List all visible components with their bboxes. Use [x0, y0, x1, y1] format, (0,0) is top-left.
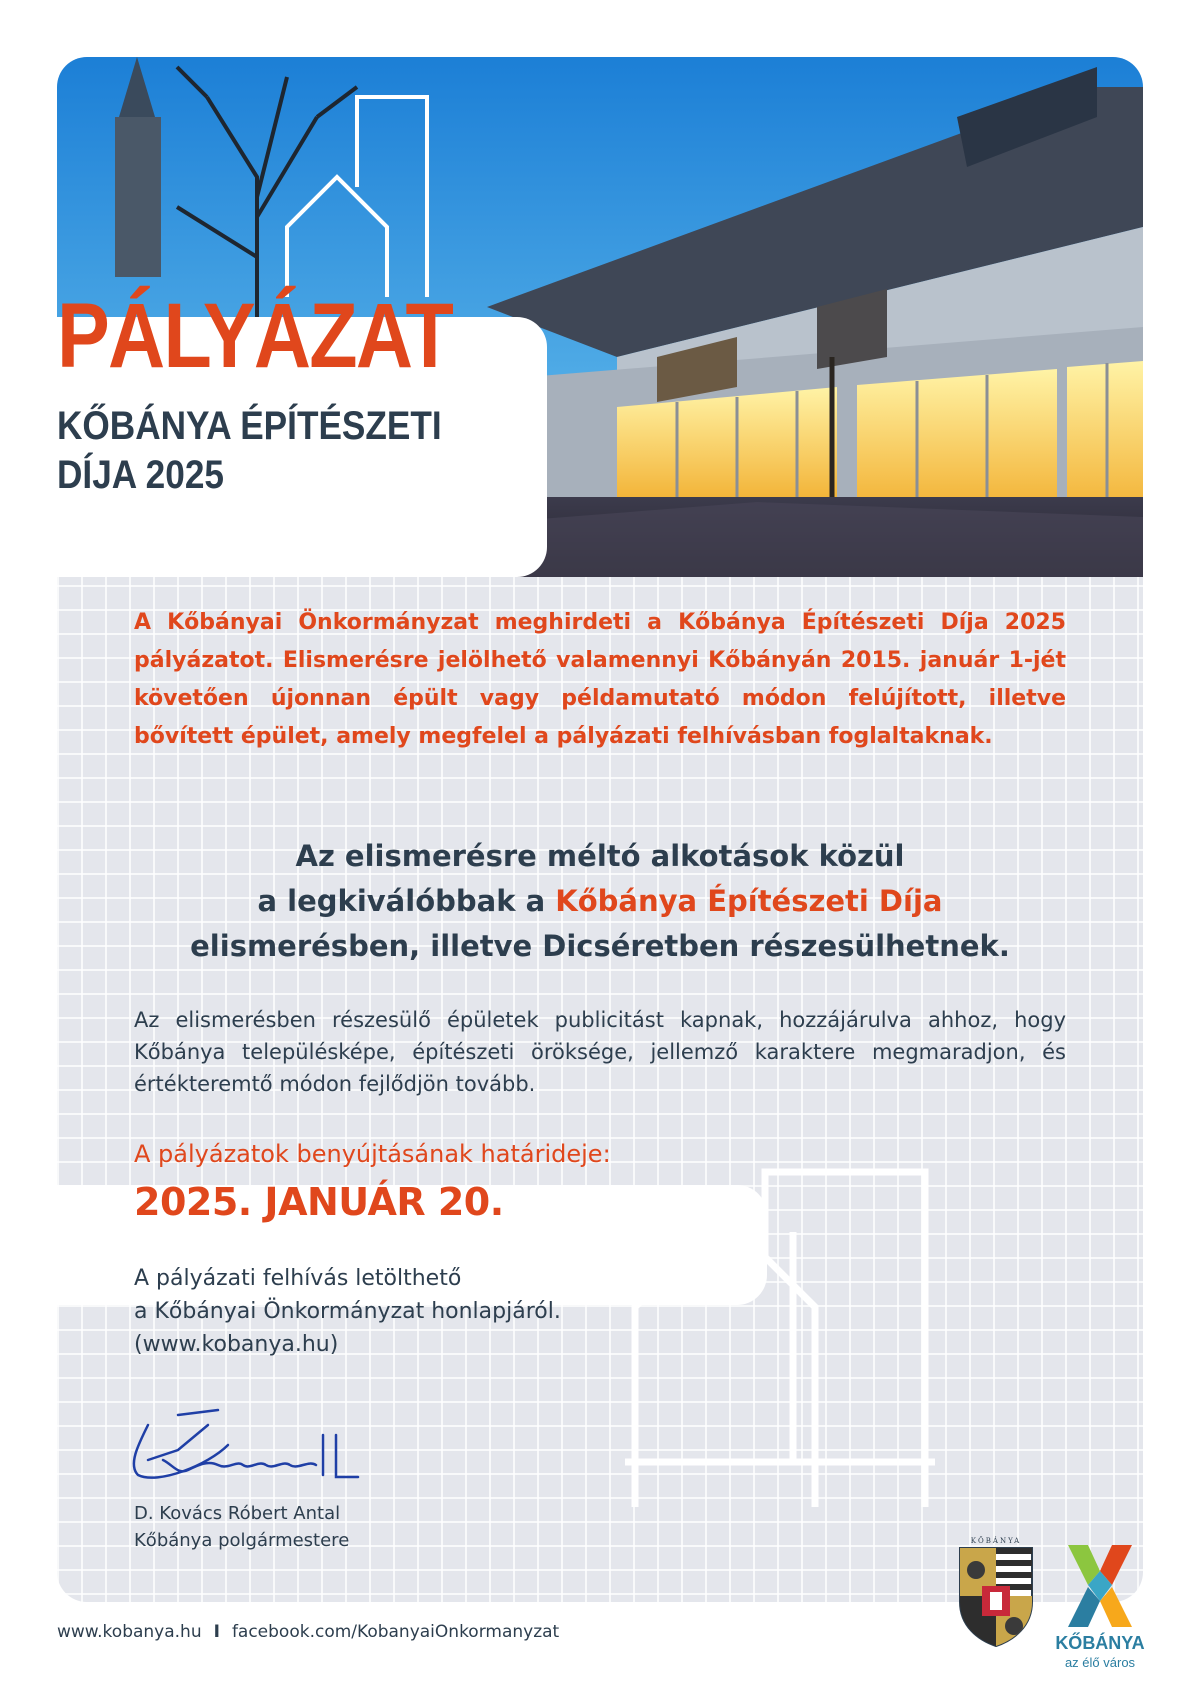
logo-tagline: az élő város — [1064, 1655, 1136, 1670]
footer-separator: I — [213, 1622, 220, 1642]
signer-block — [134, 1500, 349, 1554]
deadline-date: 2025. JANUÁR 20. — [134, 1180, 504, 1224]
intro-paragraph: A Kőbányai Önkormányzat meghirdeti a Kőbánya Építészeti Díja 2025 pályázatot. Elismerésre jelölhető valamennyi Kőbányán 2015. január 1-jét követően újonnan épült vagy példamutató módon felújított, illetve bővített épület, amely megfelel a pályázati felhívásban foglaltaknak. — [134, 610, 1066, 749]
award-name: Kőbánya Építészeti Díja — [555, 884, 943, 918]
signer-name: D. Kovács Róbert Antal — [134, 1503, 341, 1524]
poster-title: PÁLYÁZAT — [57, 285, 453, 387]
coat-of-arms-icon — [956, 1544, 1036, 1648]
crest-label: KŐBÁNYA — [970, 1537, 1022, 1545]
highlight-line-2-text: a legkiválóbbak a — [257, 884, 556, 918]
highlight-block — [100, 834, 1100, 969]
highlight-line-1: Az elismerésre méltó alkotások közül — [295, 839, 905, 873]
subtitle-line-1: KŐBÁNYA ÉPÍTÉSZETI — [57, 404, 442, 448]
highlight-line-2 — [100, 879, 1100, 924]
footer — [57, 1622, 559, 1642]
body-paragraph: Az elismerésben részesülő épületek publicitást kapnak, hozzájárulva ahhoz, hogy Kőbánya településképe, építészeti öröksége, jellemző karaktere megmaradjon, és értékteremtő módon fejlődjön tovább. — [134, 1008, 1066, 1096]
footer-facebook-link[interactable]: facebook.com/KobanyaiOnkormanyzat — [231, 1622, 560, 1642]
kobanya-logo-icon — [1062, 1541, 1138, 1631]
logo-name: KŐBÁNYA — [1055, 1633, 1145, 1653]
signature — [118, 1405, 378, 1495]
highlight-line-3: elismerésben, illetve Dicséretben részesülhetnek. — [190, 929, 1010, 963]
subtitle-line-2: DÍJA 2025 — [57, 453, 224, 497]
download-line-1: A pályázati felhívás letölthető — [134, 1266, 462, 1291]
download-info — [134, 1262, 561, 1361]
signer-role: Kőbánya polgármestere — [134, 1530, 350, 1551]
footer-website-link[interactable]: www.kobanya.hu — [57, 1622, 202, 1642]
deadline-label: A pályázatok benyújtásának határideje: — [134, 1140, 611, 1168]
poster-subtitle — [57, 402, 442, 500]
download-line-2: a Kőbányai Önkormányzat honlapjáról. — [134, 1299, 561, 1324]
download-link[interactable]: (www.kobanya.hu) — [134, 1332, 339, 1357]
